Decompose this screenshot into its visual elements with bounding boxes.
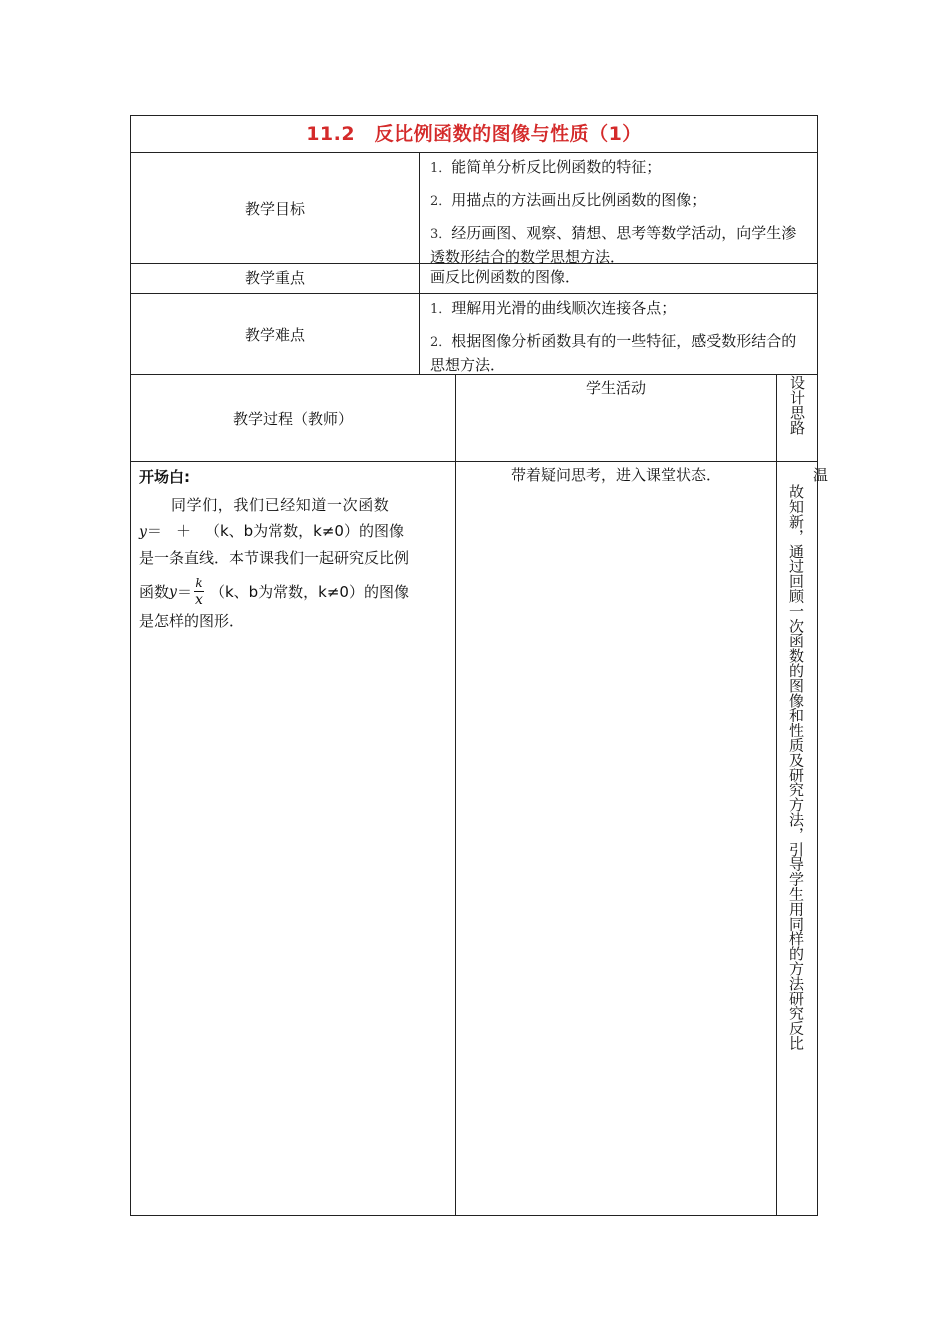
teacher-content [131, 462, 455, 1215]
difficulty-row [130, 293, 818, 375]
formula-inverse: 函数 y ＝ k x （k、b为常数，k≠0）的图像 [139, 576, 409, 608]
objectives-list [419, 153, 817, 266]
key-point-label: 教学重点 [244, 269, 305, 287]
opening-line-1: 同学们，我们已经知道一次函数 [171, 496, 390, 514]
list-item: 2．用描点的方法画出反比例函数的图像； [430, 191, 707, 209]
list-item: 2．根据图像分析函数具有的一些特征，感受数形结合的思想方法． [430, 332, 797, 374]
opening-line-2: 是一条直线．本节课我们一起研究反比例 [139, 549, 410, 567]
list-item: 1．理解用光滑的曲线顺次连接各点； [430, 299, 677, 317]
fraction: k x [195, 576, 203, 608]
title-row [130, 115, 818, 153]
objectives-row [130, 152, 818, 264]
design-text: 故知新，通过回顾一次函数的图像和性质及研究方法，引导学生用同样的方法研究反比 [787, 484, 805, 1051]
page-title: 11.2 反比例函数的图像与性质（1） [306, 123, 642, 145]
student-content: 带着疑问思考，进入课堂状态． [455, 462, 776, 1215]
student-header: 学生活动 [455, 375, 776, 461]
list-item: 3．经历画图、观察、猜想、思考等数学活动，向学生渗透数形结合的数学思想方法． [430, 224, 797, 266]
key-point-row [130, 263, 818, 294]
difficulty-label: 教学难点 [244, 325, 305, 344]
difficulty-list [419, 294, 817, 374]
key-point-text: 画反比例函数的图像． [419, 264, 817, 293]
opening-row [130, 461, 829, 1216]
process-header-row [130, 374, 818, 462]
list-item: 1．能简单分析反比例函数的特征； [430, 158, 662, 176]
lesson-plan-table [130, 115, 829, 1216]
design-header: 设计思路 [776, 375, 817, 461]
design-first-char: 温 [813, 466, 829, 484]
design-content [776, 462, 829, 1215]
objectives-label: 教学目标 [244, 199, 305, 218]
opening-heading: 开场白: [139, 468, 190, 486]
opening-line-4: 是怎样的图形． [139, 612, 245, 630]
teacher-header: 教学过程（教师） [232, 409, 353, 428]
formula-linear: y＝ ＋ （k、b为常数，k≠0）的图像 [139, 522, 404, 540]
